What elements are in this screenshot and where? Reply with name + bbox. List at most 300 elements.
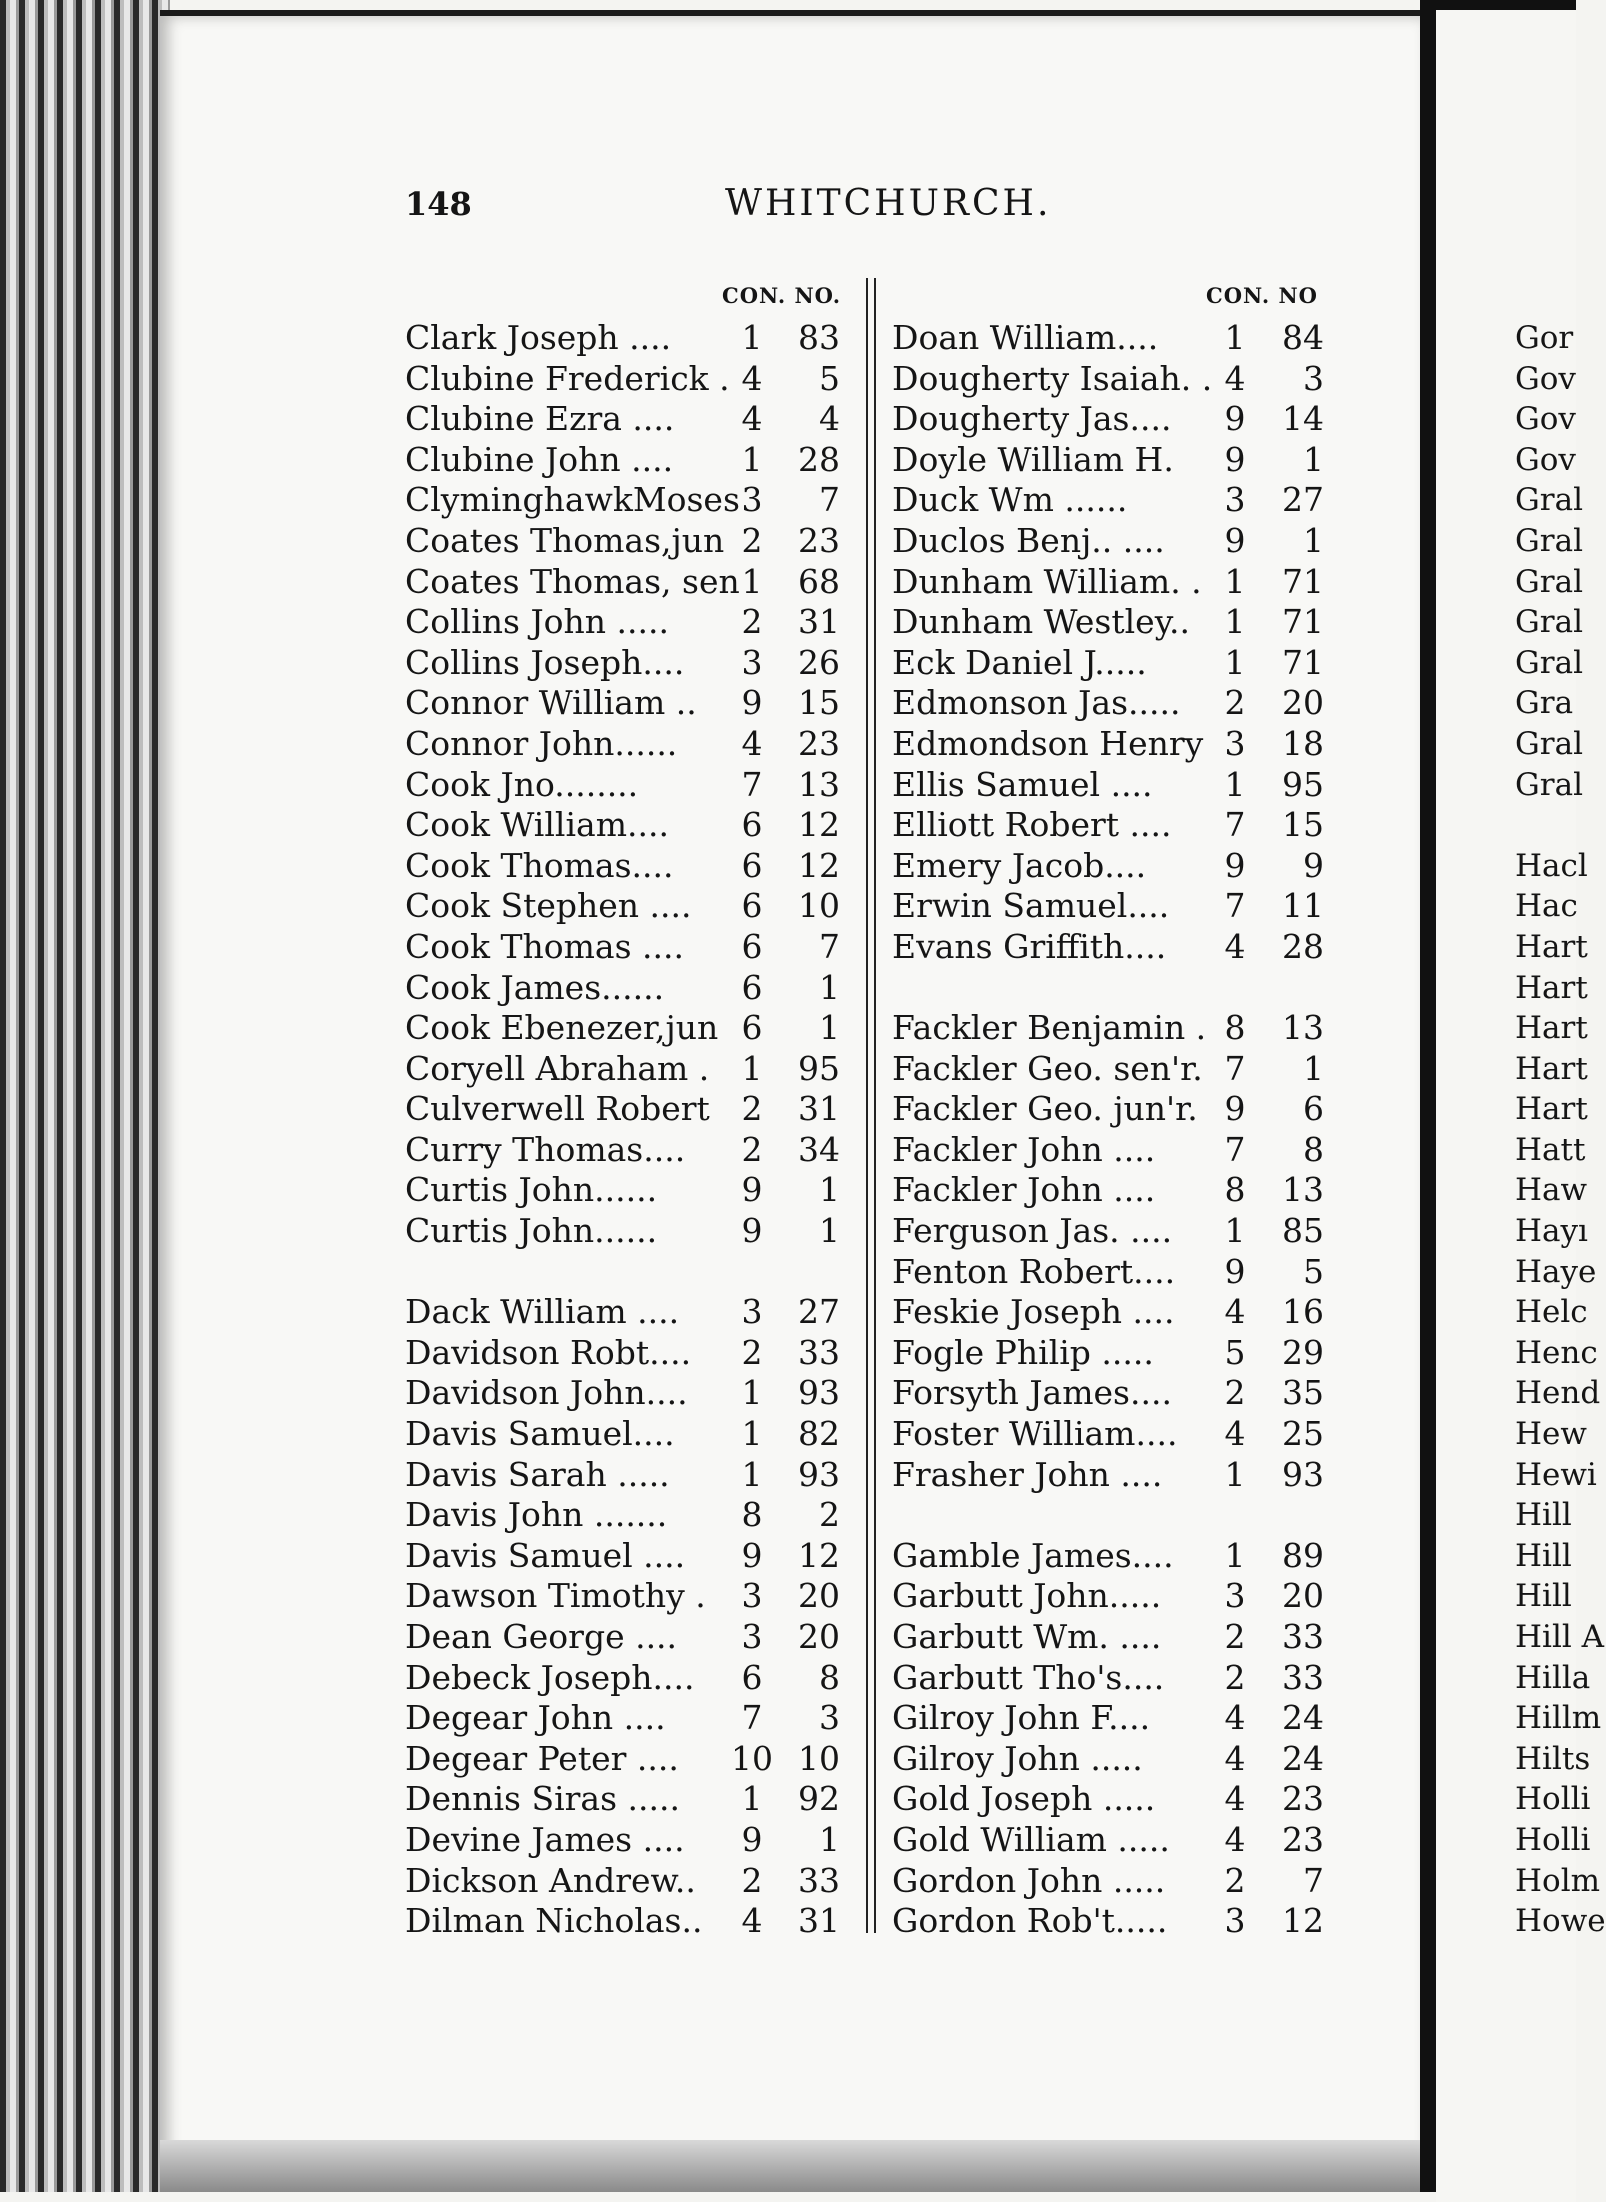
entry-name: Clubine Frederick . (405, 358, 730, 398)
entry-name: Doan William.... (892, 318, 1159, 357)
facing-page-entry-fragment: Gral (1515, 766, 1583, 803)
entry-no: 82 (798, 1414, 840, 1454)
directory-entry (405, 318, 865, 359)
entry-con: 7 (1224, 1129, 1246, 1169)
entry-con: 4 (1224, 1414, 1246, 1454)
entry-no: 28 (798, 439, 840, 479)
directory-entry (892, 318, 1392, 359)
directory-entry (405, 1373, 865, 1414)
entry-no: 35 (1282, 1373, 1324, 1413)
entry-no: 71 (1282, 561, 1324, 601)
entry-no: 18 (1282, 723, 1324, 763)
page-bottom-edge (160, 2140, 1420, 2192)
entry-con: 1 (1224, 1535, 1246, 1575)
entry-con: 2 (741, 1332, 763, 1372)
entry-con: 2 (741, 520, 763, 560)
entry-no: 33 (1282, 1657, 1324, 1697)
entry-no: 10 (798, 1738, 840, 1778)
entry-con: 9 (1224, 439, 1246, 479)
entry-con: 6 (741, 845, 763, 885)
entry-con: 9 (1224, 1089, 1246, 1129)
entry-name: Fackler John .... (892, 1170, 1156, 1210)
entry-con: 2 (1224, 1860, 1246, 1900)
entry-no: 13 (1282, 1170, 1324, 1210)
entry-no: 93 (798, 1454, 840, 1494)
entry-con: 9 (741, 1211, 763, 1251)
directory-entry (405, 927, 865, 968)
entry-name: Gamble James.... (892, 1535, 1174, 1575)
entry-no: 8 (819, 1657, 840, 1697)
entry-con: 1 (1224, 318, 1246, 357)
facing-page-entry-fragment: Hew (1515, 1416, 1587, 1453)
entry-no: 23 (798, 723, 840, 763)
entry-name: ClyminghawkMoses (405, 480, 740, 520)
entry-name: Clubine John .... (405, 439, 674, 479)
directory-entry (405, 1455, 865, 1496)
directory-entry (405, 1333, 865, 1374)
entry-no: 12 (798, 1535, 840, 1575)
entry-name: Edmonson Jas..... (892, 683, 1181, 723)
facing-page-entry-fragment: Hillm (1515, 1700, 1602, 1737)
entry-con: 9 (1224, 399, 1246, 439)
entry-no: 4 (819, 399, 840, 439)
entry-no: 85 (1282, 1211, 1324, 1251)
entry-no: 23 (798, 520, 840, 560)
entry-con: 8 (1224, 1008, 1246, 1048)
entry-no: 24 (1282, 1738, 1324, 1778)
facing-page-entry-fragment: Hayı (1515, 1213, 1588, 1250)
entry-no: 71 (1282, 602, 1324, 642)
directory-entry (405, 765, 865, 806)
directory-entry (892, 927, 1392, 968)
directory-entry (892, 1576, 1392, 1617)
directory-entry (892, 805, 1392, 846)
entry-name: Emery Jacob.... (892, 845, 1147, 885)
directory-entry (405, 1698, 865, 1739)
entry-name: Connor John...... (405, 723, 678, 763)
entry-name: Degear Peter .... (405, 1738, 679, 1778)
directory-entry (892, 765, 1392, 806)
entry-con: 6 (741, 886, 763, 926)
entry-con: 10 (731, 1738, 773, 1778)
entry-name: Fenton Robert.... (892, 1251, 1176, 1291)
entry-name: Cook William.... (405, 805, 669, 845)
entry-name: Evans Griffith.... (892, 926, 1167, 966)
entry-name: Coates Thomas,jun (405, 520, 725, 560)
entry-name: Duck Wm ...... (892, 480, 1128, 520)
entry-no: 1 (819, 1819, 840, 1859)
entry-no: 95 (1282, 764, 1324, 804)
entry-con: 1 (741, 318, 763, 357)
entry-con: 3 (1224, 1576, 1246, 1616)
entry-no: 68 (798, 561, 840, 601)
directory-entry (405, 846, 865, 887)
entry-con: 3 (1224, 723, 1246, 763)
entry-con: 1 (1224, 1211, 1246, 1251)
entry-con: 2 (1224, 1657, 1246, 1697)
entry-no: 11 (1282, 886, 1324, 926)
entry-name: Davis Samuel .... (405, 1535, 686, 1575)
entry-con: 3 (741, 1617, 763, 1656)
directory-entry (892, 399, 1392, 440)
entry-name: Gordon John ..... (892, 1860, 1166, 1900)
directory-entry (405, 805, 865, 846)
entry-name: Connor William .. (405, 683, 697, 723)
entry-name: Debeck Joseph.... (405, 1657, 695, 1697)
entry-con: 1 (741, 561, 763, 601)
entry-no: 1 (1303, 520, 1324, 560)
entry-con: 9 (741, 683, 763, 723)
entry-name: Cook Thomas .... (405, 926, 684, 966)
directory-entry (892, 1861, 1392, 1902)
entry-con: 9 (1224, 845, 1246, 885)
entry-no: 31 (798, 1901, 840, 1941)
entry-con: 7 (1224, 886, 1246, 926)
directory-entry (892, 359, 1392, 400)
facing-page-entry-fragment: Hac (1515, 888, 1578, 925)
directory-entry (892, 1658, 1392, 1699)
directory-entry (892, 1292, 1392, 1333)
entry-name: Ellis Samuel .... (892, 764, 1153, 804)
entry-no: 13 (1282, 1008, 1324, 1048)
entry-con: 2 (741, 1089, 763, 1129)
entry-con: 2 (1224, 1617, 1246, 1656)
entry-no: 1 (1303, 439, 1324, 479)
entry-no: 6 (1303, 1089, 1324, 1129)
entry-con: 2 (741, 1129, 763, 1169)
entry-no: 15 (798, 683, 840, 723)
directory-entry (892, 1536, 1392, 1577)
entry-con: 8 (1224, 1170, 1246, 1210)
entry-name: Feskie Joseph .... (892, 1292, 1175, 1332)
entry-name: Cook Stephen .... (405, 886, 692, 926)
entry-no: 14 (1282, 399, 1324, 439)
entry-name: Gold Joseph ..... (892, 1779, 1156, 1819)
entry-name: Degear John .... (405, 1698, 666, 1738)
entry-name: Dougherty Isaiah. . (892, 358, 1213, 398)
directory-entry (405, 1211, 865, 1252)
entry-no: 5 (1303, 1251, 1324, 1291)
directory-entry (405, 1089, 865, 1130)
facing-page-entry-fragment: Gral (1515, 725, 1583, 762)
facing-page-entry-fragment: Hilla (1515, 1659, 1591, 1696)
facing-page-entry-fragment: Gral (1515, 604, 1583, 641)
entry-con: 4 (1224, 1779, 1246, 1819)
directory-entry (405, 1008, 865, 1049)
entry-name: Fackler Benjamin . (892, 1008, 1207, 1048)
entry-name: Frasher John .... (892, 1454, 1163, 1494)
directory-entry (405, 724, 865, 765)
entry-name: Dickson Andrew.. (405, 1860, 696, 1900)
entry-no: 31 (798, 602, 840, 642)
entry-name: Garbutt John..... (892, 1576, 1162, 1616)
entry-name: Davis Sarah ..... (405, 1454, 670, 1494)
entry-con: 2 (1224, 1373, 1246, 1413)
directory-entry (892, 480, 1392, 521)
entry-no: 20 (1282, 683, 1324, 723)
left-column (405, 318, 865, 1942)
entry-name: Duclos Benj.. .... (892, 520, 1165, 560)
entry-no: 89 (1282, 1535, 1324, 1575)
directory-entry (405, 643, 865, 684)
entry-name: Culverwell Robert (405, 1089, 710, 1129)
entry-con: 7 (1224, 1048, 1246, 1088)
directory-entry (892, 724, 1392, 765)
directory-entry (405, 1617, 865, 1658)
directory-entry (892, 1049, 1392, 1090)
directory-entry (405, 1901, 865, 1942)
entry-name: Dunham William. . (892, 561, 1202, 601)
entry-no: 92 (798, 1779, 840, 1819)
facing-page-entry-fragment: Gra (1515, 685, 1574, 722)
directory-entry (405, 968, 865, 1009)
entry-con: 1 (1224, 602, 1246, 642)
entry-name: Fackler Geo. jun'r. (892, 1089, 1198, 1129)
entry-name: Gold William ..... (892, 1819, 1170, 1859)
entry-con: 1 (1224, 764, 1246, 804)
entry-no: 13 (798, 764, 840, 804)
facing-page-entry-fragment: Gral (1515, 644, 1583, 681)
entry-con: 4 (741, 1901, 763, 1941)
entry-name: Forsyth James.... (892, 1373, 1172, 1413)
facing-page-entry-fragment: Gral (1515, 563, 1583, 600)
entry-name: Dack William .... (405, 1292, 680, 1332)
directory-entry (405, 359, 865, 400)
entry-con: 4 (1224, 1819, 1246, 1859)
entry-no: 12 (1282, 1901, 1324, 1941)
directory-entry (892, 846, 1392, 887)
entry-con: 9 (1224, 1251, 1246, 1291)
entry-no: 5 (819, 358, 840, 398)
facing-page-entry-fragment: Gral (1515, 482, 1583, 519)
directory-entry (405, 521, 865, 562)
facing-page-entry-fragment: Hart (1515, 1010, 1588, 1047)
entry-con: 1 (1224, 561, 1246, 601)
entry-con: 1 (741, 1048, 763, 1088)
directory-entry (892, 440, 1392, 481)
facing-page-entry-fragment: Hill (1515, 1578, 1572, 1615)
entry-no: 84 (1282, 318, 1324, 357)
directory-entry (892, 1698, 1392, 1739)
page-edges (0, 0, 170, 2192)
entry-name: Eck Daniel J..... (892, 642, 1147, 682)
entry-name: Coates Thomas, sen (405, 561, 740, 601)
entry-con: 6 (741, 1657, 763, 1697)
entry-no: 93 (798, 1373, 840, 1413)
entry-con: 9 (1224, 520, 1246, 560)
entry-con: 1 (1224, 1454, 1246, 1494)
directory-entry (892, 1739, 1392, 1780)
entry-con: 4 (1224, 1698, 1246, 1738)
entry-no: 10 (798, 886, 840, 926)
directory-entry (405, 399, 865, 440)
entry-no: 1 (819, 1008, 840, 1048)
entry-con: 3 (741, 642, 763, 682)
facing-page-entry-fragment: Helc (1515, 1294, 1588, 1331)
entry-name: Dennis Siras ..... (405, 1779, 680, 1819)
entry-con: 2 (1224, 683, 1246, 723)
entry-no: 7 (1303, 1860, 1324, 1900)
entry-no: 15 (1282, 805, 1324, 845)
entry-con: 1 (741, 439, 763, 479)
entry-name: Edmondson Henry (892, 723, 1204, 763)
entry-name: Doyle William H. (892, 439, 1174, 479)
entry-name: Cook Thomas.... (405, 845, 674, 885)
entry-no: 71 (1282, 642, 1324, 682)
entry-name: Garbutt Wm. .... (892, 1617, 1162, 1656)
entry-con: 6 (741, 926, 763, 966)
entry-name: Gilroy John ..... (892, 1738, 1143, 1778)
directory-entry (892, 886, 1392, 927)
facing-page-entry-fragment: Hart (1515, 928, 1588, 965)
directory-entry (405, 1861, 865, 1902)
entry-name: Collins John ..... (405, 602, 669, 642)
facing-page-entry-fragment: Hill A (1515, 1619, 1605, 1655)
directory-entry (892, 1130, 1392, 1171)
facing-page-entry-fragment: Holli (1515, 1821, 1591, 1858)
entry-no: 20 (798, 1617, 840, 1656)
entry-name: Ferguson Jas. .... (892, 1211, 1173, 1251)
book-gutter (1420, 0, 1436, 2192)
entry-no: 95 (798, 1048, 840, 1088)
entry-con: 1 (741, 1373, 763, 1413)
entry-no: 1 (819, 967, 840, 1007)
directory-entry (405, 1576, 865, 1617)
entry-name: Dunham Westley.. (892, 602, 1190, 642)
entry-no: 1 (819, 1170, 840, 1210)
facing-page-entry-fragment: Hilts (1515, 1740, 1591, 1777)
entry-con: 1 (741, 1414, 763, 1454)
directory-entry (892, 1008, 1392, 1049)
entry-name: Cook Ebenezer,jun (405, 1008, 719, 1048)
directory-entry (892, 968, 1392, 1009)
entry-name: Fogle Philip ..... (892, 1332, 1154, 1372)
entry-no: 12 (798, 845, 840, 885)
entry-con: 1 (1224, 642, 1246, 682)
column-divider (866, 278, 876, 1933)
entry-no: 83 (798, 318, 840, 357)
directory-entry (892, 1373, 1392, 1414)
entry-name: Clark Joseph .... (405, 318, 672, 357)
entry-con: 7 (741, 1698, 763, 1738)
facing-page-entry-fragment: Hill (1515, 1537, 1572, 1574)
entry-con: 4 (1224, 358, 1246, 398)
entry-name: Curtis John...... (405, 1211, 658, 1251)
directory-entry (892, 602, 1392, 643)
entry-name: Collins Joseph.... (405, 642, 685, 682)
entry-name: Curtis John...... (405, 1170, 658, 1210)
facing-page-entry-fragment: Howe (1515, 1903, 1606, 1940)
entry-no: 23 (1282, 1779, 1324, 1819)
entry-con: 3 (1224, 480, 1246, 520)
entry-con: 3 (741, 480, 763, 520)
entry-name: Curry Thomas.... (405, 1129, 686, 1169)
entry-no: 29 (1282, 1332, 1324, 1372)
middle-column-header: CON. NO (1206, 283, 1318, 308)
facing-page-entry-fragment: Hatt (1515, 1131, 1586, 1168)
entry-no: 31 (798, 1089, 840, 1129)
directory-entry (405, 440, 865, 481)
entry-name: Dougherty Jas.... (892, 399, 1172, 439)
entry-name: Clubine Ezra .... (405, 399, 675, 439)
entry-con: 6 (741, 805, 763, 845)
entry-no: 3 (1303, 358, 1324, 398)
directory-entry (405, 1658, 865, 1699)
entry-no: 33 (798, 1860, 840, 1900)
facing-page-entry-fragment (1515, 805, 1576, 846)
facing-page-entry-fragment: Hacl (1515, 847, 1588, 884)
entry-con: 7 (741, 764, 763, 804)
entry-con: 3 (741, 1576, 763, 1616)
middle-column (892, 318, 1392, 1942)
running-head: WHITCHURCH. (725, 183, 1052, 224)
directory-entry (405, 1414, 865, 1455)
entry-con: 6 (741, 967, 763, 1007)
entry-con: 2 (741, 602, 763, 642)
entry-con: 2 (741, 1860, 763, 1900)
entry-no: 1 (819, 1211, 840, 1251)
facing-page-column (1515, 318, 1606, 1942)
directory-entry (405, 683, 865, 724)
entry-no: 34 (798, 1129, 840, 1169)
entry-no: 93 (1282, 1454, 1324, 1494)
entry-no: 26 (798, 642, 840, 682)
entry-no: 24 (1282, 1698, 1324, 1738)
left-column-header: CON. NO. (722, 283, 842, 308)
entry-no: 33 (798, 1332, 840, 1372)
entry-name: Garbutt Tho's.... (892, 1657, 1165, 1697)
directory-entry (892, 1779, 1392, 1820)
facing-page-entry-fragment: Hart (1515, 969, 1588, 1006)
directory-entry (405, 1495, 865, 1536)
entry-name: Davis John ....... (405, 1495, 668, 1535)
entry-no: 9 (1303, 845, 1324, 885)
directory-entry (405, 562, 865, 603)
entry-con: 4 (741, 399, 763, 439)
entry-name: Gilroy John F.... (892, 1698, 1151, 1738)
entry-con: 5 (1224, 1332, 1246, 1372)
directory-entry (892, 1495, 1392, 1536)
entry-name: Coryell Abraham . (405, 1048, 710, 1088)
directory-entry (405, 602, 865, 643)
entry-con: 4 (1224, 1292, 1246, 1332)
entry-name: Cook James...... (405, 967, 665, 1007)
directory-entry (405, 1170, 865, 1211)
entry-no: 28 (1282, 926, 1324, 966)
entry-con: 1 (741, 1454, 763, 1494)
directory-entry (405, 886, 865, 927)
directory-entry (892, 1089, 1392, 1130)
directory-entry (405, 1252, 865, 1293)
entry-con: 9 (741, 1170, 763, 1210)
facing-page-entry-fragment: Hend (1515, 1375, 1601, 1412)
entry-name: Davis Samuel.... (405, 1414, 675, 1454)
entry-no: 20 (1282, 1576, 1324, 1616)
facing-page-entry-fragment: Gral (1515, 522, 1583, 559)
entry-name: Foster William.... (892, 1414, 1178, 1454)
facing-page-entry-fragment: Holli (1515, 1781, 1591, 1818)
entry-no: 27 (798, 1292, 840, 1332)
entry-con: 6 (741, 1008, 763, 1048)
entry-no: 25 (1282, 1414, 1324, 1454)
directory-entry (405, 1130, 865, 1171)
entry-no: 20 (798, 1576, 840, 1616)
facing-page-entry-fragment: Haye (1515, 1253, 1597, 1290)
directory-entry (892, 1211, 1392, 1252)
facing-page-entry-fragment: Gov (1515, 441, 1576, 478)
entry-con: 7 (1224, 805, 1246, 845)
directory-entry (892, 643, 1392, 684)
